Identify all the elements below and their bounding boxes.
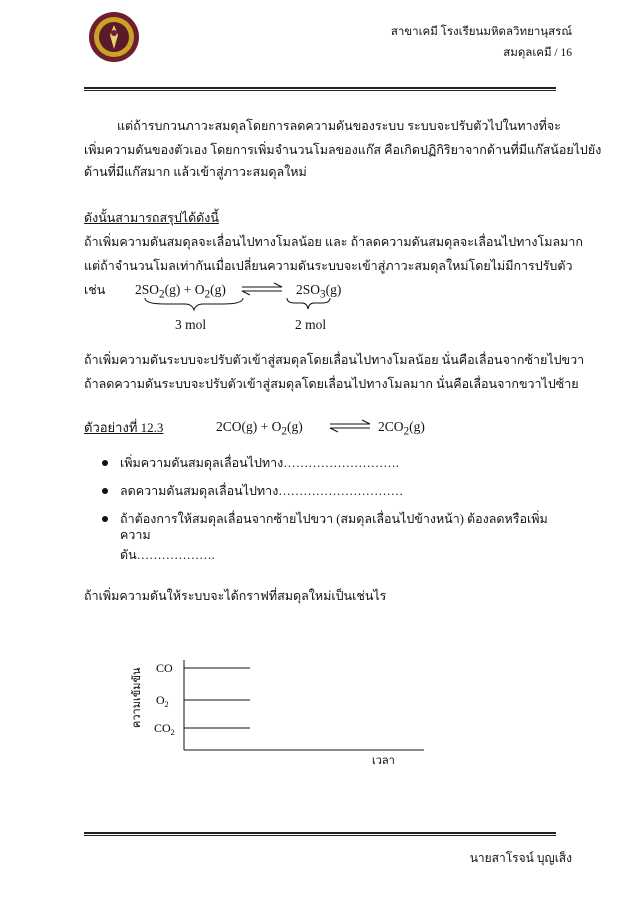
y-axis-label: ความเข้มข้น [131,667,143,728]
shift-line-2: ถ้าลดความดันระบบจะปรับตัวเข้าสู่สมดุลโดยเลื่อนไปทางโมลมาก นั่นคือเลื่อนจากขวาไปซ้าย [84,377,579,391]
o2-label: $O_2$ [156,693,169,709]
example-label: ตัวอย่างที่ 12.3 [84,420,164,435]
header-rule [84,87,556,91]
intro-line-2: เพิ่มความดันของตัวเอง โดยการเพิ่มจำนวนโมลของแก๊ส คือเกิดปฏิกิริยาจากด้านที่มีแก๊สน้อยไปยัง [84,143,602,157]
bullet-icon [102,516,108,522]
school-name: สาขาเคมี โรงเรียนมหิดลวิทยานุสรณ์ [390,26,572,38]
author: นายสาโรจน์ บุญเส็ง [469,851,572,865]
bullet-icon [102,460,108,466]
mol-left: 3 mol [175,317,207,332]
bullet-icon [102,488,108,494]
list-item-continuation: ดัน………………. [120,548,215,562]
example-equilibrium-arrow-icon [328,419,372,433]
example-word: เช่น [84,283,106,297]
x-axis-label: เวลา [372,755,395,767]
co2-label: $CO_2$ [154,721,175,737]
school-logo [88,11,140,63]
equation-left-side: $2SO_2(g) + O_2(g)$ [135,282,226,301]
summary-line-2: แต่ถ้าจำนวนโมลเท่ากันเมื่อเปลี่ยนความดันระบบจะเข้าสู่ภาวะสมดุลใหม่โดยไม่มีการปรับตัว [84,259,573,273]
list-item: ลดความดันสมดุลเลื่อนไปทาง………………………… [100,483,560,499]
list-item: เพิ่มความดันสมดุลเลื่อนไปทาง………………………. [100,455,560,471]
concentration-time-graph [116,640,436,770]
equilibrium-arrow-icon [240,282,284,296]
summary-line-1: ถ้าเพิ่มความดันสมดุลจะเลื่อนไปทางโมลน้อย และ ถ้าลดความดันสมดุลจะเลื่อนไปทางโมลมาก [84,235,583,249]
summary-heading: ดังนั้นสามารถสรุปได้ดังนี้ [84,211,219,225]
list-item: ถ้าต้องการให้สมดุลเลื่อนจากซ้ายไปขวา (สมดุลเลื่อนไปข้างหน้า) ต้องลดหรือเพิ่มความ [100,511,560,543]
question-list [100,455,560,575]
shift-line-1: ถ้าเพิ่มความดันระบบจะปรับตัวเข้าสู่สมดุลโดยเลื่อนไปทางโมลน้อย นั่นคือเลื่อนจากซ้ายไปขวา [84,353,585,367]
co-label: CO [156,661,173,675]
example-equation-right: $2CO_2(g)$ [378,419,425,438]
mole-braces [140,296,340,314]
page-info: สมดุลเคมี / 16 [503,47,572,59]
mol-right: 2 mol [295,317,327,332]
intro-line-3: ด้านที่มีแก๊สมาก แล้วเข้าสู่ภาวะสมดุลใหม่ [84,165,307,179]
example-equation-left: $2CO(g) + O_2(g)$ [216,419,303,438]
intro-line-1: แต่ถ้ารบกวนภาวะสมดุลโดยการลดความดันของระบบ ระบบจะปรับตัวไปในทางที่จะ [117,119,561,133]
equation-right-side: $2SO_3(g)$ [296,282,342,301]
graph-question: ถ้าเพิ่มความดันให้ระบบจะได้กราฟที่สมดุลใหม่เป็นเช่นไร [84,589,387,603]
footer-rule [84,832,556,836]
